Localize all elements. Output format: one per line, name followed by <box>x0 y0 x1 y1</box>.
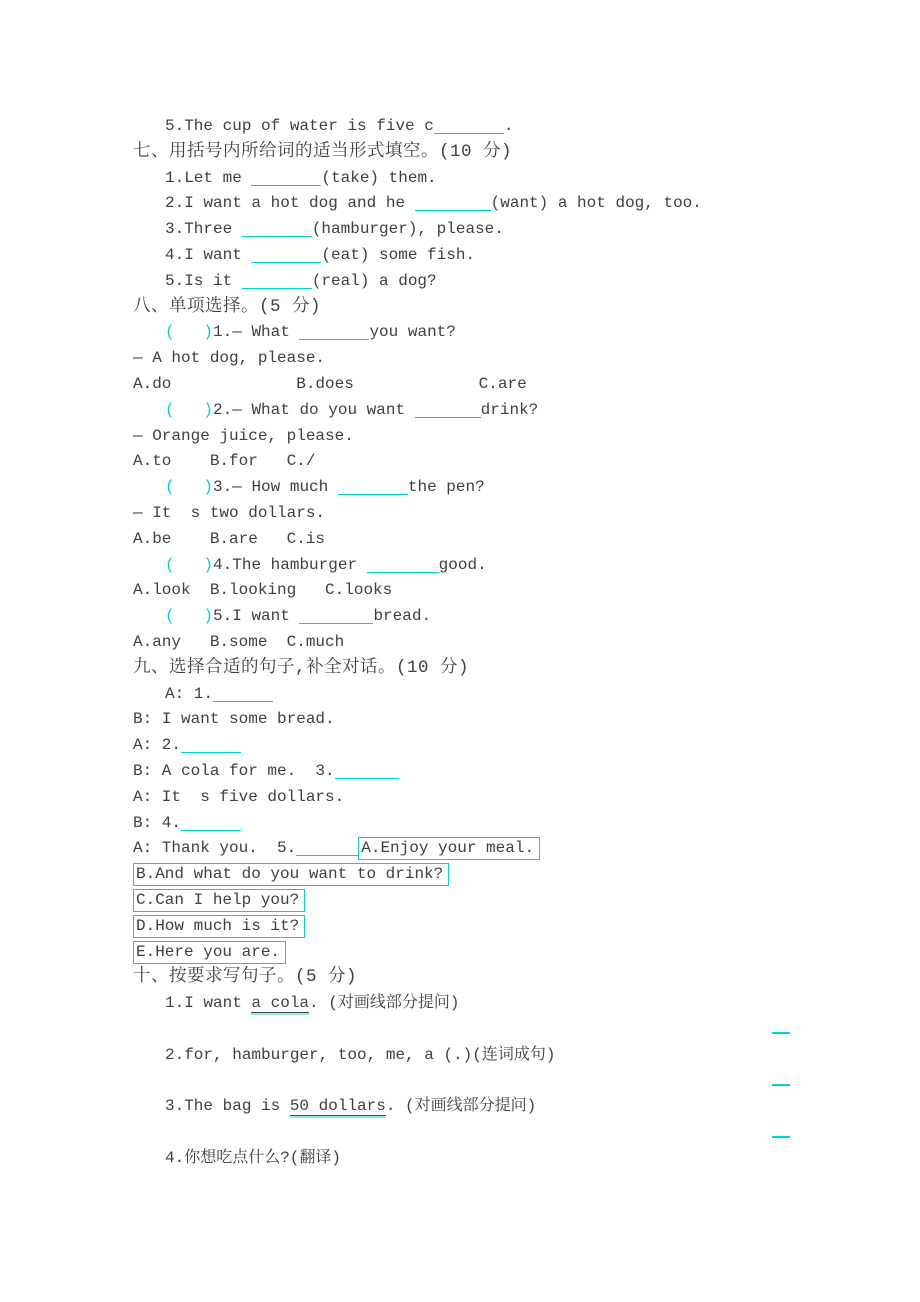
text-run: 九、选择合适的句子,补全对话。(10 分) <box>133 657 470 678</box>
sec10-title <box>133 965 910 991</box>
text-run: the pen? <box>407 478 485 497</box>
text-run: . (对画线部分提问) <box>385 1097 537 1116</box>
text-run: B: A cola for me. 3. <box>133 761 335 780</box>
answer-paren: ( <box>165 478 175 497</box>
q10-item2 <box>133 1043 910 1069</box>
text-run: A.look B.looking C.looks <box>133 581 393 600</box>
spacer-line <box>133 1120 910 1146</box>
answer-paren: ( <box>165 400 175 419</box>
q9-dialog-a2 <box>133 733 910 759</box>
option-box: E.Here you are. <box>133 941 286 964</box>
option-box: B.And what do you want to drink? <box>133 863 449 886</box>
text-run <box>175 556 204 574</box>
text-run: 4.I want <box>165 245 252 264</box>
spacer-line <box>133 1017 910 1043</box>
text-run: A: It s five dollars. <box>133 787 345 806</box>
q8-item3-stem <box>133 475 910 501</box>
q7-item5 <box>133 269 910 295</box>
q9-dialog-b3 <box>133 811 910 837</box>
text-run: (want) a hot dog, too. <box>490 194 702 213</box>
q8-item3-reply <box>133 501 910 527</box>
text-run: you want? <box>369 323 456 342</box>
answer-paren: ) <box>203 478 214 497</box>
text-run: A.be B.are C.is <box>133 529 326 548</box>
text-run: 4.The hamburger <box>213 555 367 574</box>
lines-container <box>133 114 910 1172</box>
sec9-title <box>133 656 910 682</box>
text-run <box>175 401 204 419</box>
text-run: good. <box>438 555 487 574</box>
text-run: 5.Is it <box>165 271 242 290</box>
text-run: — A hot dog, please. <box>133 349 326 368</box>
text-run: 2.— What do you want <box>213 400 415 419</box>
text-run: (real) a dog? <box>311 271 437 290</box>
answer-blank <box>242 273 312 289</box>
answer-blank <box>251 170 321 186</box>
text-run: drink? <box>480 400 539 419</box>
answer-blank <box>213 686 273 702</box>
text-run: 1.— What <box>213 323 300 342</box>
text-run: — Orange juice, please. <box>133 426 354 445</box>
underlined-phrase: 50 dollars <box>289 1097 386 1116</box>
text-run: 5.I want <box>213 607 300 626</box>
answer-paren: ( <box>165 555 175 574</box>
text-run: 3.The bag is <box>165 1097 290 1116</box>
q8-item4-stem <box>133 553 910 579</box>
text-run: 3.— How much <box>213 478 338 497</box>
text-run: B: I want some bread. <box>133 710 335 729</box>
q7-item2 <box>133 191 910 217</box>
text-run: 1.Let me <box>165 168 252 187</box>
text-run: 3.Three <box>165 220 242 239</box>
text-run: A.any B.some C.much <box>133 632 345 651</box>
text-run: A: Thank you. 5. <box>133 839 297 858</box>
margin-answer-line-stub <box>772 1032 790 1034</box>
q9-option-e <box>133 940 910 966</box>
q9-dialog-b2 <box>133 759 910 785</box>
text-run: 4.你想吃点什么?(翻译) <box>165 1148 342 1167</box>
q7-item1 <box>133 166 910 192</box>
text-run: 2.for, hamburger, too, me, a (.)(连词成句) <box>165 1045 556 1064</box>
answer-paren: ( <box>165 323 175 342</box>
q9-option-d <box>133 914 910 940</box>
answer-blank <box>181 737 241 753</box>
text-run: 2.I want a hot dog and he <box>165 194 415 213</box>
answer-blank <box>242 221 312 237</box>
q8-item5-options <box>133 630 910 656</box>
text-run: A.to B.for C./ <box>133 452 316 471</box>
q8-item4-options <box>133 578 910 604</box>
text-run: 十、按要求写句子。(5 分) <box>133 967 358 988</box>
text-run: (eat) some fish. <box>321 245 476 264</box>
q9-dialog-a1 <box>133 682 910 708</box>
answer-blank <box>299 324 369 340</box>
q8-item1-reply <box>133 346 910 372</box>
text-run: A: 1. <box>165 684 214 703</box>
answer-blank <box>434 118 504 134</box>
q8-item2-stem <box>133 398 910 424</box>
underlined-phrase: a cola <box>251 994 310 1013</box>
q8-item2-reply <box>133 424 910 450</box>
answer-paren: ( <box>165 607 175 626</box>
text-run: A.do B.does C.are <box>133 374 527 393</box>
text-run <box>175 478 204 496</box>
option-box: C.Can I help you? <box>133 889 305 912</box>
q10-item4 <box>133 1146 910 1172</box>
q8-item1-stem <box>133 320 910 346</box>
q9-dialog-a4 <box>133 836 910 862</box>
q9-dialog-a3 <box>133 785 910 811</box>
answer-paren: ) <box>203 323 214 342</box>
q7-item4 <box>133 243 910 269</box>
spacer-line <box>133 1068 910 1094</box>
q9-option-c <box>133 888 910 914</box>
text-run: 5.The cup of water is five c <box>165 117 434 135</box>
answer-blank <box>251 247 321 263</box>
answer-blank <box>296 840 358 856</box>
answer-paren: ) <box>203 607 214 626</box>
answer-blank <box>415 402 481 418</box>
answer-paren: ) <box>203 555 214 574</box>
q9-dialog-b1 <box>133 707 910 733</box>
text-run: — It s two dollars. <box>133 503 326 522</box>
text-run: . <box>503 117 514 135</box>
q7-item3 <box>133 217 910 243</box>
answer-blank <box>299 608 373 624</box>
q8-item3-options <box>133 527 910 553</box>
text-run: (take) them. <box>321 168 437 187</box>
text-run: 1.I want <box>165 994 252 1013</box>
text-run: . (对画线部分提问) <box>309 994 460 1013</box>
option-box: D.How much is it? <box>133 915 305 938</box>
answer-blank <box>415 195 491 211</box>
margin-answer-line-stub <box>772 1084 790 1086</box>
option-box: A.Enjoy your meal. <box>358 837 540 860</box>
answer-blank <box>335 763 399 779</box>
text-run: A: 2. <box>133 736 182 755</box>
q8-item2-options <box>133 449 910 475</box>
q9-option-b <box>133 862 910 888</box>
text-run: 七、用括号内所给词的适当形式填空。(10 分) <box>133 141 513 162</box>
sec7-title <box>133 140 910 166</box>
q10-item3 <box>133 1094 910 1120</box>
q6-item5 <box>133 114 910 140</box>
answer-paren: ) <box>203 400 214 419</box>
q8-item5-stem <box>133 604 910 630</box>
text-run: bread. <box>373 607 432 626</box>
margin-answer-line-stub <box>772 1136 790 1138</box>
text-run <box>175 323 204 341</box>
answer-blank <box>338 479 408 495</box>
text-run: (hamburger), please. <box>311 220 504 239</box>
q10-item1 <box>133 991 910 1017</box>
answer-blank <box>367 557 439 573</box>
text-run <box>175 607 204 625</box>
text-run: 八、单项选择。(5 分) <box>133 296 322 317</box>
q8-item1-options <box>133 372 910 398</box>
sec8-title <box>133 295 910 321</box>
text-run: B: 4. <box>133 813 182 832</box>
answer-blank <box>181 815 241 831</box>
